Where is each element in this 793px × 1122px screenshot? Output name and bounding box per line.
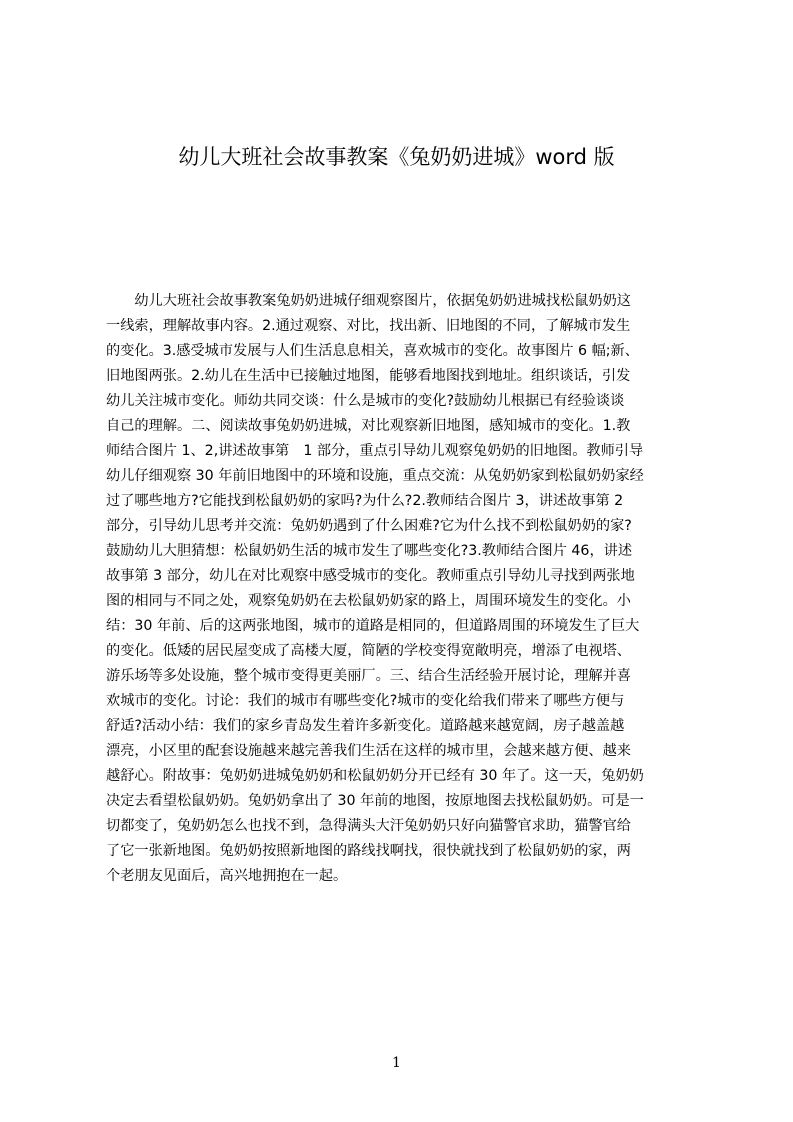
body-line: 自己的理解。二、阅读故事兔奶奶进城，对比观察新旧地图，感知城市的变化。1.教	[106, 418, 631, 434]
body-line: 图的相同与不同之处，观察兔奶奶在去松鼠奶奶家的路上，周围环境发生的变化。小	[106, 593, 631, 609]
body-line: 一线索，理解故事内容。2.通过观察、对比，找出新、旧地图的不同，了解城市发生	[106, 318, 631, 334]
document-title: 幼儿大班社会故事教案《兔奶奶进城》word 版	[178, 145, 615, 169]
body-line: 幼儿大班社会故事教案兔奶奶进城仔细观察图片，依据兔奶奶进城找松鼠奶奶这	[106, 293, 631, 309]
body-line: 部分，引导幼儿思考并交流：兔奶奶遇到了什么困难?它为什么找不到松鼠奶奶的家?	[106, 518, 632, 534]
body-line: 欢城市的变化。讨论：我们的城市有哪些变化?城市的变化给我们带来了哪些方便与	[106, 693, 625, 709]
body-line: 幼儿关注城市变化。师幼共同交谈：什么是城市的变化?鼓励幼儿根据已有经验谈谈	[106, 393, 625, 409]
body-line: 师结合图片 1、2,讲述故事第 1 部分，重点引导幼儿观察兔奶奶的旧地图。教师引导	[106, 443, 644, 459]
body-line: 舒适?活动小结：我们的家乡青岛发生着许多新变化。道路越来越宽阔，房子越盖越	[106, 718, 625, 734]
body-line: 了它一张新地图。兔奶奶按照新地图的路线找啊找，很快就找到了松鼠奶奶的家，两	[106, 843, 631, 859]
document-body	[106, 289, 697, 889]
body-line: 过了哪些地方?它能找到松鼠奶奶的家吗?为什么?2.教师结合图片 3，讲述故事第 2	[106, 493, 624, 509]
page-number: 1	[392, 1055, 401, 1071]
body-line: 旧地图两张。2.幼儿在生活中已接触过地图，能够看地图找到地址。组织谈话，引发	[106, 368, 631, 384]
body-line: 越舒心。附故事：兔奶奶进城兔奶奶和松鼠奶奶分开已经有 30 年了。这一天，兔奶奶	[106, 768, 644, 784]
body-line: 故事第 3 部分，幼儿在对比观察中感受城市的变化。教师重点引导幼儿寻找到两张地	[106, 568, 635, 584]
body-line: 决定去看望松鼠奶奶。兔奶奶拿出了 30 年前的地图，按原地图去找松鼠奶奶。可是一	[106, 793, 644, 809]
body-line: 切都变了，兔奶奶怎么也找不到，急得满头大汗兔奶奶只好向猫警官求助，猫警官给	[106, 818, 631, 834]
body-line: 结：30 年前、后的这两张地图，城市的道路是相同的，但道路周围的环境发生了巨大	[106, 618, 640, 634]
body-line: 的变化。3.感受城市发展与人们生活息息相关，喜欢城市的变化。故事图片 6 幅;新、	[106, 343, 639, 359]
body-line: 游乐场等多处设施，整个城市变得更美丽厂。三、结合生活经验开展讨论，理解并喜	[106, 668, 631, 684]
body-line: 漂亮，小区里的配套设施越来越完善我们生活在这样的城市里，会越来越方便、越来	[106, 743, 631, 759]
body-line: 鼓励幼儿大胆猜想：松鼠奶奶生活的城市发生了哪些变化?3.教师结合图片 46，讲述	[106, 543, 633, 559]
body-line: 个老朋友见面后，高兴地拥抱在一起。	[106, 868, 348, 884]
body-line: 幼儿仔细观察 30 年前旧地图中的环境和设施，重点交流：从兔奶奶家到松鼠奶奶家经	[106, 468, 644, 484]
body-line: 的变化。低矮的居民屋变成了高楼大厦，简陋的学校变得宽敞明亮，增添了电视塔、	[106, 643, 631, 659]
